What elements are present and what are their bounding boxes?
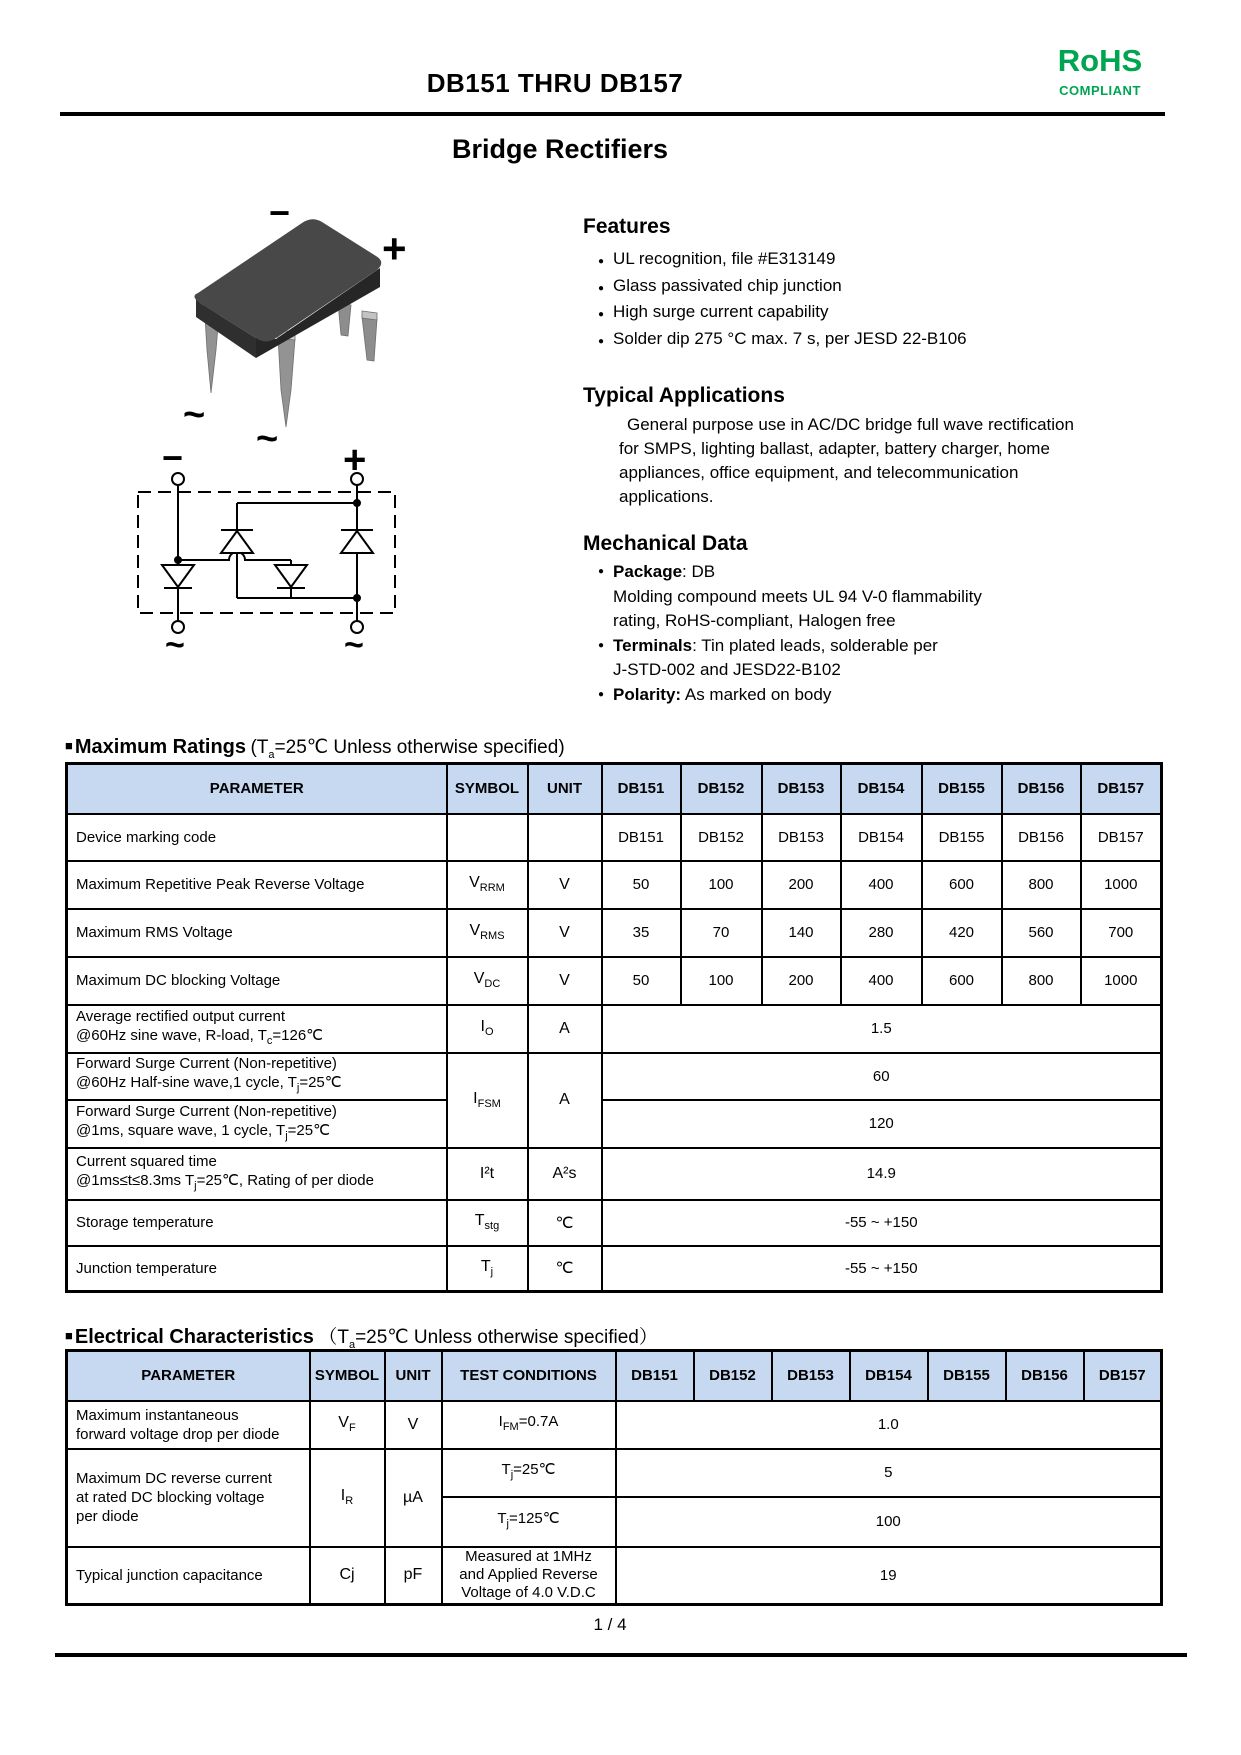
package-ac-label-1: ~ xyxy=(183,394,206,436)
value-cell: DB153 xyxy=(762,814,841,861)
parameter-cell: Maximum RMS Voltage xyxy=(67,909,447,957)
unit-cell: A²s xyxy=(528,1148,602,1200)
column-header: DB156 xyxy=(1006,1351,1084,1401)
column-header: DB151 xyxy=(602,764,681,814)
value-cell: -55 ~ +150 xyxy=(602,1246,1162,1292)
column-header: SYMBOL xyxy=(447,764,528,814)
rohs-text: RoHS xyxy=(1057,43,1143,78)
value-cell: 60 xyxy=(602,1053,1162,1100)
symbol-cell: $T_{stg}$ xyxy=(447,1200,528,1246)
value-cell: DB156 xyxy=(1002,814,1081,861)
bullet-icon: ● xyxy=(598,335,605,347)
table-row xyxy=(67,909,1162,957)
mechanical-data-item xyxy=(583,683,1193,708)
table-row xyxy=(67,1148,1162,1200)
table-row xyxy=(67,814,1162,861)
bullet-icon: ● xyxy=(598,282,605,294)
maximum-ratings-title: Maximum Ratings xyxy=(74,736,247,758)
value-cell: 140 xyxy=(762,909,841,957)
symbol-cell: I²t xyxy=(447,1148,528,1200)
value-cell: DB155 xyxy=(922,814,1002,861)
value-cell: 800 xyxy=(1002,861,1081,909)
mechanical-data-text: Package: DB Molding compound meets UL 94 V-0 flammability rating, RoHS-compliant, Halogen free xyxy=(613,562,982,631)
value-cell: -55 ~ +150 xyxy=(602,1200,1162,1246)
value-cell: 1.0 xyxy=(616,1401,1162,1449)
bullet-icon: ● xyxy=(598,639,605,651)
maximum-ratings-heading xyxy=(65,736,565,761)
value-cell: 560 xyxy=(1002,909,1081,957)
parameter-cell: Maximum DC reverse current at rated DC blocking voltage per diode xyxy=(67,1449,310,1547)
circuit-ac-left-label: ~ xyxy=(165,626,185,664)
table-row xyxy=(67,1246,1162,1292)
symbol-cell: $V_{RRM}$ xyxy=(447,861,528,909)
value-cell: 35 xyxy=(602,909,681,957)
maximum-ratings-condition: ($T_a=25℃$ Unless otherwise specified) xyxy=(250,737,565,761)
feature-text: High surge current capability xyxy=(613,302,829,321)
unit-cell: ℃ xyxy=(528,1246,602,1292)
value-cell: 120 xyxy=(602,1100,1162,1148)
mechanical-data-item xyxy=(583,634,1193,683)
column-header: UNIT xyxy=(528,764,602,814)
column-header: PARAMETER xyxy=(67,764,447,814)
electrical-characteristics-title: Electrical Characteristics xyxy=(74,1326,314,1348)
symbol-cell: $I_O$ xyxy=(447,1005,528,1053)
bullet-icon: ● xyxy=(598,309,605,320)
parameter-cell: Forward Surge Current (Non-repetitive) @1ms, square wave, 1 cycle, $T_j=25℃$ xyxy=(67,1100,447,1148)
electrical-characteristics-table xyxy=(65,1349,1163,1606)
feature-item xyxy=(583,274,1193,301)
symbol-cell: $I_{FSM}$ xyxy=(447,1053,528,1148)
applications-line: General purpose use in AC/DC bridge full wave rectification xyxy=(627,415,1074,434)
mechanical-data-heading: Mechanical Data xyxy=(583,532,748,555)
value-cell: 1000 xyxy=(1081,861,1162,909)
diode-symbol-mid-top xyxy=(221,530,253,553)
value-cell: 400 xyxy=(841,957,922,1005)
column-header: DB151 xyxy=(616,1351,694,1401)
bridge-circuit-diagram xyxy=(110,440,410,665)
mechanical-data-text: Terminals: Tin plated leads, solderable per J-STD-002 and JESD22-B102 xyxy=(613,635,938,680)
value-cell: DB157 xyxy=(1081,814,1162,861)
value-cell: 19 xyxy=(616,1547,1162,1605)
parameter-cell: Device marking code xyxy=(67,814,447,861)
value-cell: 50 xyxy=(602,957,681,1005)
column-header: DB156 xyxy=(1002,764,1081,814)
symbol-cell: Cj xyxy=(310,1547,385,1605)
table-row xyxy=(67,1547,1162,1605)
value-cell: 420 xyxy=(922,909,1002,957)
symbol-cell: $V_{RMS}$ xyxy=(447,909,528,957)
unit-cell: µA xyxy=(385,1449,442,1547)
right-column xyxy=(583,214,1193,708)
column-header: DB152 xyxy=(681,764,762,814)
package-negative-label: − xyxy=(269,192,291,233)
feature-item xyxy=(583,247,1193,274)
column-header: UNIT xyxy=(385,1351,442,1401)
page-number: 1 / 4 xyxy=(593,1615,627,1634)
circuit-ac-right-label: ~ xyxy=(344,626,364,664)
applications-line: for SMPS, lighting ballast, adapter, battery charger, home xyxy=(619,439,1050,458)
table-header-row xyxy=(67,764,1162,814)
footer-rule xyxy=(55,1653,1187,1657)
features-heading: Features xyxy=(583,215,671,238)
mechanical-data-item xyxy=(583,560,1193,634)
value-cell: DB151 xyxy=(602,814,681,861)
test-conditions-cell: Measured at 1MHz and Applied Reverse Voltage of 4.0 V.D.C xyxy=(442,1547,616,1605)
column-header: DB155 xyxy=(928,1351,1006,1401)
package-ac-label-2: ~ xyxy=(256,418,279,455)
unit-cell xyxy=(528,814,602,861)
mechanical-data-text: Polarity: As marked on body xyxy=(613,684,832,704)
table-header-row xyxy=(67,1351,1162,1401)
rohs-badge xyxy=(1043,44,1157,98)
value-cell: 200 xyxy=(762,957,841,1005)
value-cell: 600 xyxy=(922,861,1002,909)
parameter-cell: Junction temperature xyxy=(67,1246,447,1292)
unit-cell: ℃ xyxy=(528,1200,602,1246)
value-cell: 50 xyxy=(602,861,681,909)
unit-cell: V xyxy=(528,957,602,1005)
column-header: SYMBOL xyxy=(310,1351,385,1401)
page-title: Bridge Rectifiers xyxy=(451,134,669,164)
unit-cell: pF xyxy=(385,1547,442,1605)
value-cell: 14.9 xyxy=(602,1148,1162,1200)
value-cell: 100 xyxy=(616,1497,1162,1547)
table-row xyxy=(67,861,1162,909)
table-row xyxy=(67,1005,1162,1053)
parameter-cell: Typical junction capacitance xyxy=(67,1547,310,1605)
parameter-cell: Storage temperature xyxy=(67,1200,447,1246)
value-cell: 1000 xyxy=(1081,957,1162,1005)
column-header: DB154 xyxy=(841,764,922,814)
table-row xyxy=(67,1100,1162,1148)
test-conditions-cell: $I_{FM}=0.7A$ xyxy=(442,1401,616,1449)
parameter-cell: Maximum Repetitive Peak Reverse Voltage xyxy=(67,861,447,909)
header-rule xyxy=(60,112,1165,116)
maximum-ratings-table xyxy=(65,762,1163,1293)
column-header: DB155 xyxy=(922,764,1002,814)
parameter-cell: Current squared time @1ms≤t≤8.3ms $T_j=25℃$, Rating of per diode xyxy=(67,1148,447,1200)
column-header: DB152 xyxy=(694,1351,772,1401)
symbol-cell: $V_F$ xyxy=(310,1401,385,1449)
value-cell: 280 xyxy=(841,909,922,957)
applications-line: applications. xyxy=(619,487,714,506)
feature-item xyxy=(583,327,1193,354)
circuit-negative-label: − xyxy=(162,440,184,478)
table-row xyxy=(67,1200,1162,1246)
value-cell: DB152 xyxy=(681,814,762,861)
table-row xyxy=(67,1053,1162,1100)
bullet-icon: ● xyxy=(598,566,605,577)
parameter-cell: Maximum instantaneous forward voltage drop per diode xyxy=(67,1401,310,1449)
diode-symbol-left xyxy=(162,565,194,588)
unit-cell: V xyxy=(528,861,602,909)
feature-text: Solder dip 275 °C max. 7 s, per JESD 22-B106 xyxy=(613,328,967,348)
value-cell: 800 xyxy=(1002,957,1081,1005)
feature-text: Glass passivated chip junction xyxy=(613,275,842,295)
value-cell: 400 xyxy=(841,861,922,909)
column-header: PARAMETER xyxy=(67,1351,310,1401)
rohs-compliant-text: COMPLIANT xyxy=(1059,83,1141,98)
table-row xyxy=(67,1449,1162,1497)
value-cell: 700 xyxy=(1081,909,1162,957)
circuit-positive-label: + xyxy=(343,440,367,482)
electrical-characteristics-heading xyxy=(65,1322,658,1351)
mechanical-data-list xyxy=(583,560,1193,708)
symbol-cell: $T_j$ xyxy=(447,1246,528,1292)
value-cell: 100 xyxy=(681,957,762,1005)
unit-cell: V xyxy=(385,1401,442,1449)
feature-item xyxy=(583,300,1193,327)
column-header: DB153 xyxy=(772,1351,850,1401)
typical-applications-heading: Typical Applications xyxy=(583,384,785,407)
column-header: TEST CONDITIONS xyxy=(442,1351,616,1401)
column-header: DB157 xyxy=(1081,764,1162,814)
value-cell: 600 xyxy=(922,957,1002,1005)
bullet-icon: ● xyxy=(598,688,605,700)
square-marker: ■ xyxy=(65,738,73,753)
feature-text: UL recognition, file #E313149 xyxy=(613,249,836,268)
column-header: DB157 xyxy=(1084,1351,1162,1401)
unit-cell: A xyxy=(528,1005,602,1053)
column-header: DB153 xyxy=(762,764,841,814)
square-marker: ■ xyxy=(65,1328,73,1343)
diode-symbol-mid-bottom xyxy=(275,565,307,588)
column-header: DB154 xyxy=(850,1351,928,1401)
features-list xyxy=(583,247,1193,353)
unit-cell: A xyxy=(528,1053,602,1148)
package-body xyxy=(194,219,381,358)
doc-title: DB151 THRU DB157 xyxy=(426,68,684,98)
value-cell: 1.5 xyxy=(602,1005,1162,1053)
diode-symbol-right xyxy=(341,530,373,553)
parameter-cell: Forward Surge Current (Non-repetitive) @60Hz Half-sine wave,1 cycle, $T_j=25℃$ xyxy=(67,1053,447,1100)
package-positive-label: + xyxy=(382,225,407,272)
symbol-cell: $V_{DC}$ xyxy=(447,957,528,1005)
applications-line: appliances, office equipment, and telecommunication xyxy=(619,463,1019,482)
unit-cell: V xyxy=(528,909,602,957)
electrical-characteristics-condition: （$T_a=25℃$ Unless otherwise specified） xyxy=(318,1327,658,1351)
table-row xyxy=(67,1401,1162,1449)
parameter-cell: Average rectified output current @60Hz sine wave, R-load, $T_c=126℃$ xyxy=(67,1005,447,1053)
test-conditions-cell: $T_j=25℃$ xyxy=(442,1449,616,1497)
package-3d-image xyxy=(130,175,450,455)
test-conditions-cell: $T_j=125℃$ xyxy=(442,1497,616,1547)
value-cell: DB154 xyxy=(841,814,922,861)
typical-applications-text xyxy=(583,413,1193,509)
parameter-cell: Maximum DC blocking Voltage xyxy=(67,957,447,1005)
table-row xyxy=(67,957,1162,1005)
value-cell: 100 xyxy=(681,861,762,909)
symbol-cell: $I_R$ xyxy=(310,1449,385,1547)
value-cell: 5 xyxy=(616,1449,1162,1497)
bullet-icon: ● xyxy=(598,256,605,267)
value-cell: 70 xyxy=(681,909,762,957)
symbol-cell xyxy=(447,814,528,861)
value-cell: 200 xyxy=(762,861,841,909)
